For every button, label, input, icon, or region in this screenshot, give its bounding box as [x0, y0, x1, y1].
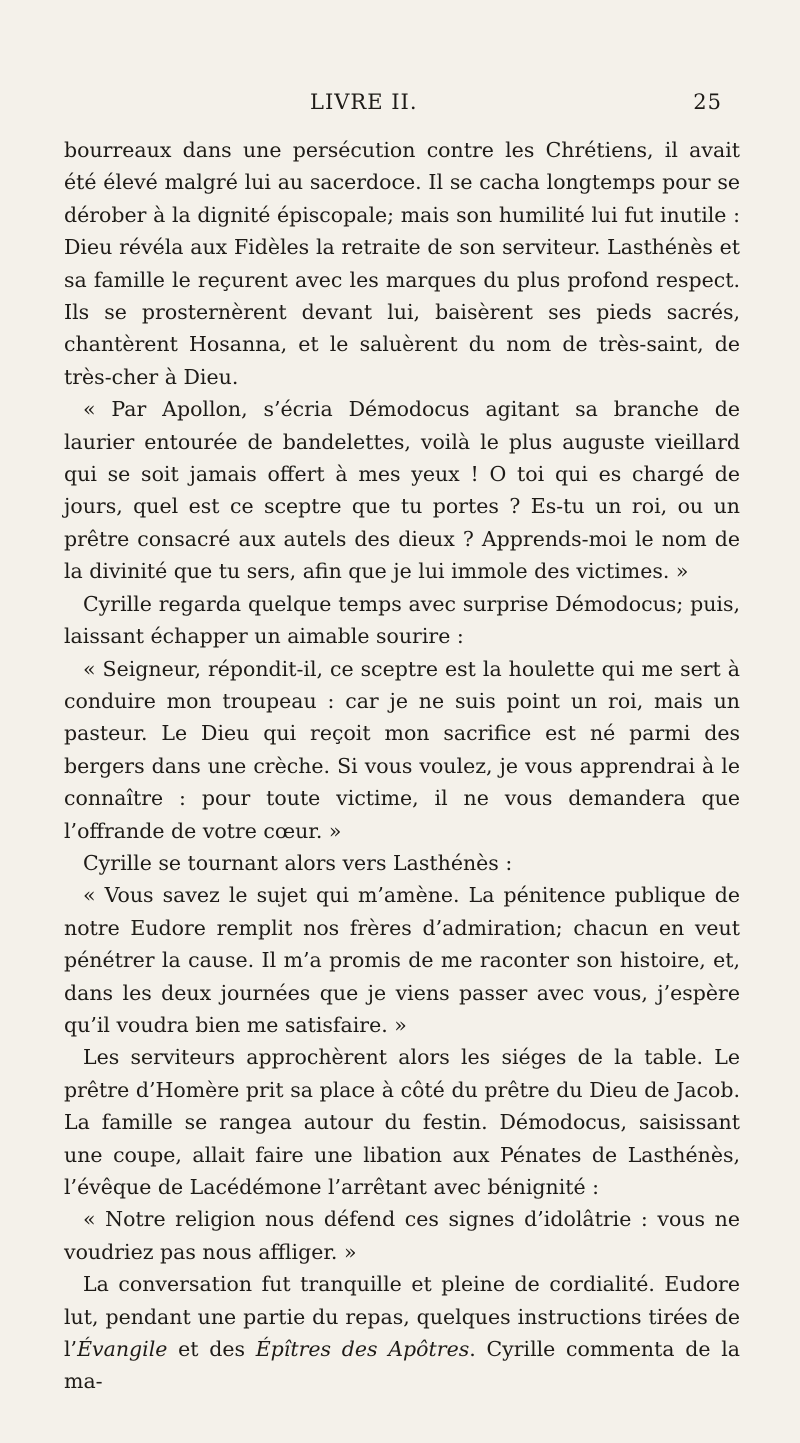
- paragraph-3: Cyrille regarda quelque temps avec surprise Démodocus; puis, laissant échapper un aimable sourire :: [64, 591, 740, 649]
- paragraph-2: « Par Apollon, s’écria Démodocus agitant sa branche de laurier entourée de bandelettes, voilà le plus auguste vieillard qui se soit jamais offert à mes yeux ! O toi qui es chargé de jours, quel est ce sceptre que tu portes ? Es-tu un roi, ou un prêtre consacré aux autels des dieux ? Apprends-moi le nom de la divinité que tu sers, afin que je lui immole des victimes. »: [64, 397, 740, 584]
- page-number: 25: [693, 90, 722, 114]
- paragraph-5: Cyrille se tournant alors vers Lasthénès :: [83, 850, 513, 875]
- paragraph-4: « Seigneur, répondit-il, ce sceptre est la houlette qui me sert à conduire mon troupeau : car je ne suis point un roi, mais un pasteur. Le Dieu qui reçoit mon sacrifice est né parmi des bergers dans une crèche. Si vous voulez, je vous apprendrai à le connaître : pour toute victime, il ne vous demandera que l’offrande de votre cœur. »: [64, 656, 740, 843]
- body-text: [64, 134, 740, 1398]
- paragraph-7: Les serviteurs approchèrent alors les siéges de la table. Le prêtre d’Homère prit sa place à côté du prêtre du Dieu de Jacob. La famille se rangea autour du festin. Démodocus, saisissant une coupe, allait faire une libation aux Pénates de Lasthénès, l’évêque de Lacédémone l’arrêtant avec bénignité :: [64, 1045, 740, 1199]
- paragraph-8: « Notre religion nous défend ces signes d’idolâtrie : vous ne voudriez pas nous affliger. »: [64, 1207, 740, 1264]
- title-epitres-des-apotres: Épîtres des Apôtres: [255, 1337, 470, 1362]
- paragraph-9: [64, 1268, 740, 1398]
- paragraph-9-text-middle: et des: [167, 1337, 256, 1362]
- paragraph-6: « Vous savez le sujet qui m’amène. La pénitence publique de notre Eudore remplit nos frères d’admiration; chacun en veut pénétrer la cause. Il m’a promis de me raconter son histoire, et, dans les deux journées que je viens passer avec vous, j’espère qu’il voudra bien me satisfaire. »: [64, 883, 740, 1037]
- running-title: LIVRE II.: [310, 90, 418, 114]
- title-evangile: Évangile: [77, 1337, 168, 1362]
- paragraph-1: bourreaux dans une persécution contre les Chrétiens, il avait été élevé malgré lui au sacerdoce. Il se cacha longtemps pour se dérober à la dignité épiscopale; mais son humilité lui fut inutile : Dieu révéla aux Fidèles la retraite de son serviteur. Lasthénès et sa famille le reçurent avec les marques du plus profond respect. Ils se prosternèrent devant lui, baisèrent ses pieds sacrés, chantèrent Hosanna, et le saluèrent du nom de très-saint, de très-cher à Dieu.: [64, 138, 740, 389]
- running-head: [120, 90, 720, 120]
- paragraph-9-text-after: . Cyrille commenta de la ma-: [64, 1337, 740, 1394]
- paragraph-9-text-before: La conversation fut tranquille et pleine de cordialité. Eudore lut, pendant une partie du repas, quelques instructions tirées de l’: [64, 1272, 740, 1362]
